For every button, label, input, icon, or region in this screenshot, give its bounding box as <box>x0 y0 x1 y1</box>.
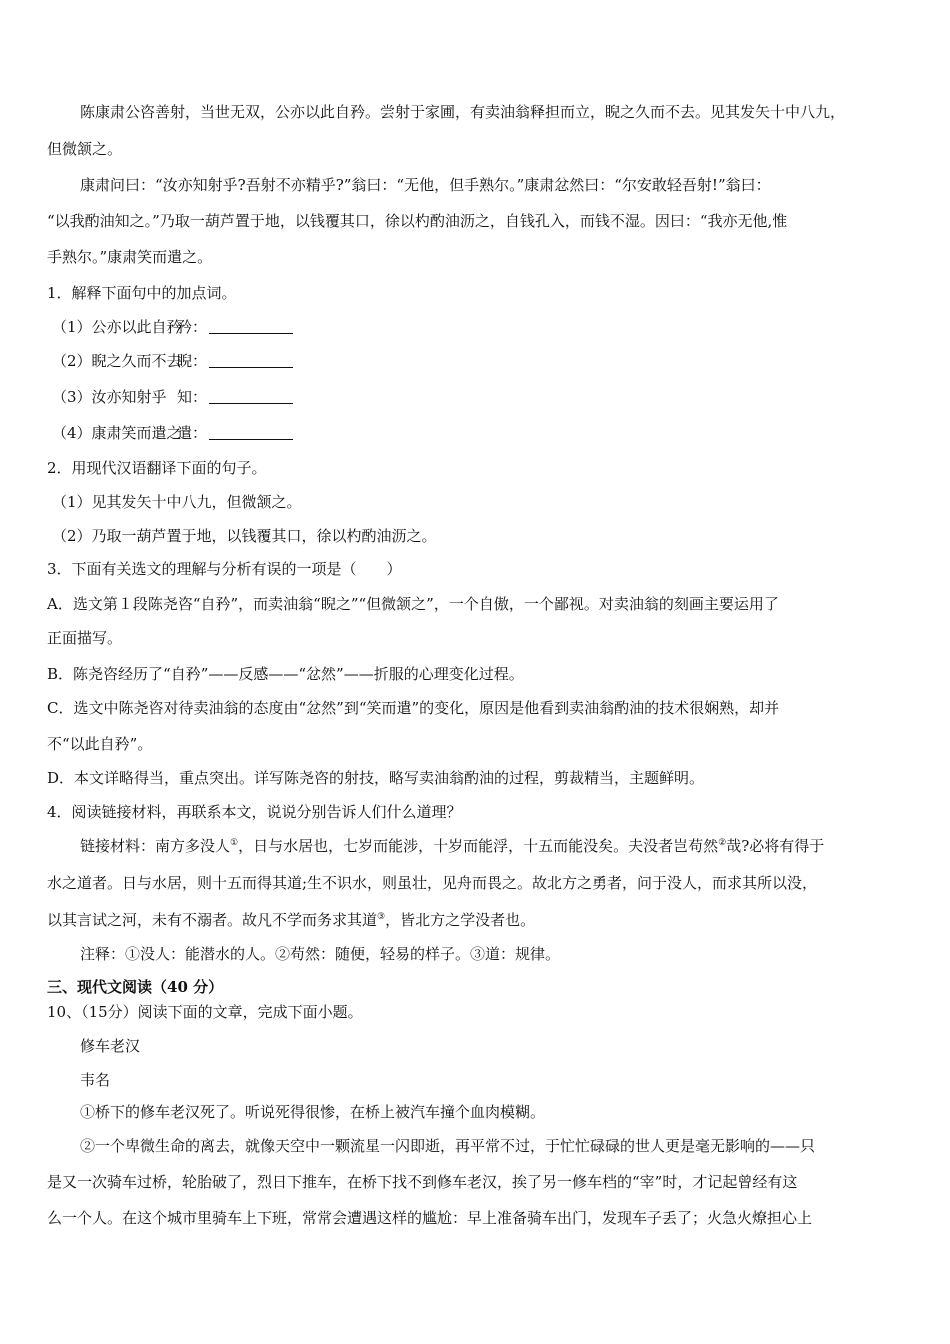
footnote-mark: ② <box>718 838 727 848</box>
q1-word: 矜： <box>177 318 208 336</box>
question-10-stem: 10、（15分）阅读下面的文章，完成下面小题。 <box>47 1003 363 1021</box>
answer-blank[interactable] <box>209 319 293 334</box>
q1-sentence: （1）公亦以此自矜 <box>52 318 182 336</box>
q3-option-d: D．本文详略得当，重点突出。详写陈尧咨的射技，略写卖油翁酌油的过程，剪裁精当，主题鲜明。 <box>47 769 705 787</box>
passage-line: “以我酌油知之。”乃取一葫芦置于地，以钱覆其口，徐以杓酌油沥之，自钱孔入，而钱不湿。因曰：“我亦无他,惟 <box>47 212 788 230</box>
article-paragraph-cont: 么一个人。在这个城市里骑车上下班，常常会遭遇这样的尴尬：早上准备骑车出门，发现车子丢了；火急火燎担心上 <box>47 1209 813 1227</box>
q1-item <box>52 387 912 407</box>
link-text: 链接材料：南方多没人 <box>80 837 231 855</box>
question-4-stem: 4．阅读链接材料，再联系本文，说说分别告诉人们什么道理？ <box>47 803 462 821</box>
q1-item <box>52 423 912 443</box>
passage-line: 陈康肃公咨善射，当世无双，公亦以此自矜。尝射于家圃，有卖油翁释担而立，睨之久而不去。见其发矢十中八九， <box>80 103 846 121</box>
link-text: ，皆北方之学没者也。 <box>385 911 536 929</box>
footnote-mark: ③ <box>377 912 386 922</box>
q3-option-a-cont: 正面描写。 <box>47 629 123 647</box>
article-paragraph: ②一个卑微生命的离去，就像天空中一颗流星一闪即逝，再平常不过，于忙忙碌碌的世人更是毫无影响的——只 <box>80 1137 816 1155</box>
annotation-note: 注释：①没人：能潜水的人。②苟然：随便，轻易的样子。③道：规律。 <box>80 945 561 963</box>
answer-blank[interactable] <box>209 425 293 440</box>
q1-item <box>52 351 912 371</box>
q3-option-a: A．选文第１段陈尧咨“自矜”，而卖油翁“睨之”“但微颔之”，一个自傲，一个鄙视。对卖油翁的刻画主要运用了 <box>47 595 779 613</box>
q1-word: 遣： <box>177 424 208 442</box>
passage-line: 康肃问曰：“汝亦知射乎?吾射不亦精乎?”翁曰：“无他，但手熟尔。”康肃忿然曰：“尔安敢轻吾射!”翁曰： <box>80 176 771 194</box>
link-text: 哉?必将有得于 <box>726 837 825 855</box>
q1-sentence: （4）康肃笑而遣之 <box>52 424 182 442</box>
q1-word: 睨： <box>177 352 208 370</box>
q1-sentence: （3）汝亦知射乎 <box>52 388 167 406</box>
article-paragraph-cont: 是又一次骑车过桥，轮胎破了，烈日下推车，在桥下找不到修车老汉，挨了另一修车档的“宰”时，才记起曾经有这 <box>47 1173 798 1191</box>
q2-sentence: （2）乃取一葫芦置于地，以钱覆其口，徐以杓酌油沥之。 <box>52 527 437 545</box>
question-2-stem: 2．用现代汉语翻译下面的句子。 <box>47 459 267 477</box>
q1-sentence: （2）睨之久而不去 <box>52 352 182 370</box>
q1-item <box>52 317 912 337</box>
link-text: 以其言试之河，未有不溺者。故凡不学而务求其道 <box>47 911 378 929</box>
q3-option-c-cont: 不“以此自矜”。 <box>47 735 153 753</box>
passage-line: 但微颔之。 <box>47 140 123 158</box>
question-1-stem: 1．解释下面句中的加点词。 <box>47 284 237 302</box>
q3-option-b: B．陈尧咨经历了“自矜”——反感——“忿然”——折服的心理变化过程。 <box>47 665 524 683</box>
link-material-line <box>80 836 907 856</box>
link-text: ，日与水居也，七岁而能涉，十岁而能浮，十五而能没矣。夫没者岂苟然 <box>238 837 719 855</box>
passage-line: 手熟尔。”康肃笑而遣之。 <box>47 248 213 266</box>
question-3-stem: 3．下面有关选文的理解与分析有误的一项是（ ） <box>47 560 402 578</box>
link-material-line <box>47 910 907 930</box>
link-material-line: 水之道者。日与水居，则十五而得其道;生不识水，则虽壮，见舟而畏之。故北方之勇者，问于没人，而求其所以没， <box>47 874 818 892</box>
q3-option-c: C．选文中陈尧咨对待卖油翁的态度由“忿然”到“笑而遣”的变化，原因是他看到卖油翁酌油的技术很娴熟，却并 <box>47 699 780 717</box>
article-author: 韦名 <box>80 1071 111 1089</box>
article-paragraph: ①桥下的修车老汉死了。听说死得很惨，在桥上被汽车撞个血肉模糊。 <box>80 1103 546 1121</box>
article-title: 修车老汉 <box>80 1037 141 1055</box>
footnote-mark: ① <box>230 838 239 848</box>
q2-sentence: （1）见其发矢十中八九，但微颔之。 <box>52 493 302 511</box>
answer-blank[interactable] <box>209 353 293 368</box>
section-heading: 三、现代文阅读（40 分） <box>47 978 224 996</box>
q1-word: 知： <box>177 388 208 406</box>
answer-blank[interactable] <box>209 389 293 404</box>
